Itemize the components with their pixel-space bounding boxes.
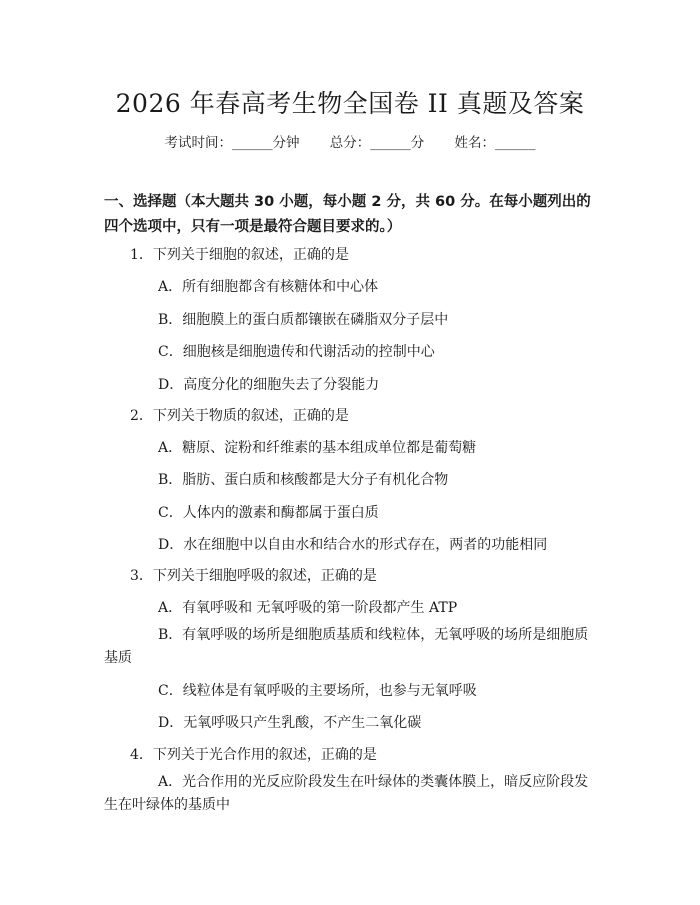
question-option: C．线粒体是有氧呼吸的主要场所，也参与无氧呼吸 <box>158 683 477 699</box>
question-option: C．人体内的激素和酶都属于蛋白质 <box>158 505 379 521</box>
question-option: D．无氧呼吸只产生乳酸，不产生二氧化碳 <box>158 715 422 731</box>
question-option: A．所有细胞都含有核糖体和中心体 <box>158 279 379 295</box>
section-header-multiple-choice: 一、选择题（本大题共 30 小题，每小题 2 分，共 60 分。在每小题列出的四个选项中，只有一项是最符合题目要求的。） <box>104 194 591 235</box>
question-option: D．水在细胞中以自由水和结合水的形式存在，两者的功能相同 <box>158 537 548 553</box>
question-stem: 3．下列关于细胞呼吸的叙述，正确的是 <box>130 568 377 584</box>
question-option: B．脂肪、蛋白质和核酸都是大分子有机化合物 <box>158 472 449 488</box>
exam-time-field: 考试时间：______分钟 <box>164 135 300 151</box>
page-title: 2026 年春高考生物全国卷 II 真题及答案 <box>115 89 585 118</box>
exam-meta <box>0 131 700 151</box>
student-name-field: 姓名：______ <box>454 135 536 151</box>
question-stem: 4．下列关于光合作用的叙述，正确的是 <box>130 747 377 763</box>
question-option: A．糖原、淀粉和纤维素的基本组成单位都是葡萄糖 <box>158 440 477 456</box>
question-option: D．高度分化的细胞失去了分裂能力 <box>158 377 380 393</box>
total-score-field: 总分：______分 <box>329 135 425 151</box>
question-option: A．光合作用的光反应阶段发生在叶绿体的类囊体膜上，暗反应阶段发生在叶绿体的基质中 <box>104 774 589 813</box>
question-option: C．细胞核是细胞遗传和代谢活动的控制中心 <box>158 344 435 360</box>
question-option: B．细胞膜上的蛋白质都镶嵌在磷脂双分子层中 <box>158 312 449 328</box>
question-stem: 2．下列关于物质的叙述，正确的是 <box>130 408 349 424</box>
question-stem: 1．下列关于细胞的叙述，正确的是 <box>130 247 349 263</box>
question-option: A．有氧呼吸和 无氧呼吸的第一阶段都产生 ATP <box>158 600 458 616</box>
question-option: B．有氧呼吸的场所是细胞质基质和线粒体，无氧呼吸的场所是细胞质基质 <box>104 627 589 666</box>
